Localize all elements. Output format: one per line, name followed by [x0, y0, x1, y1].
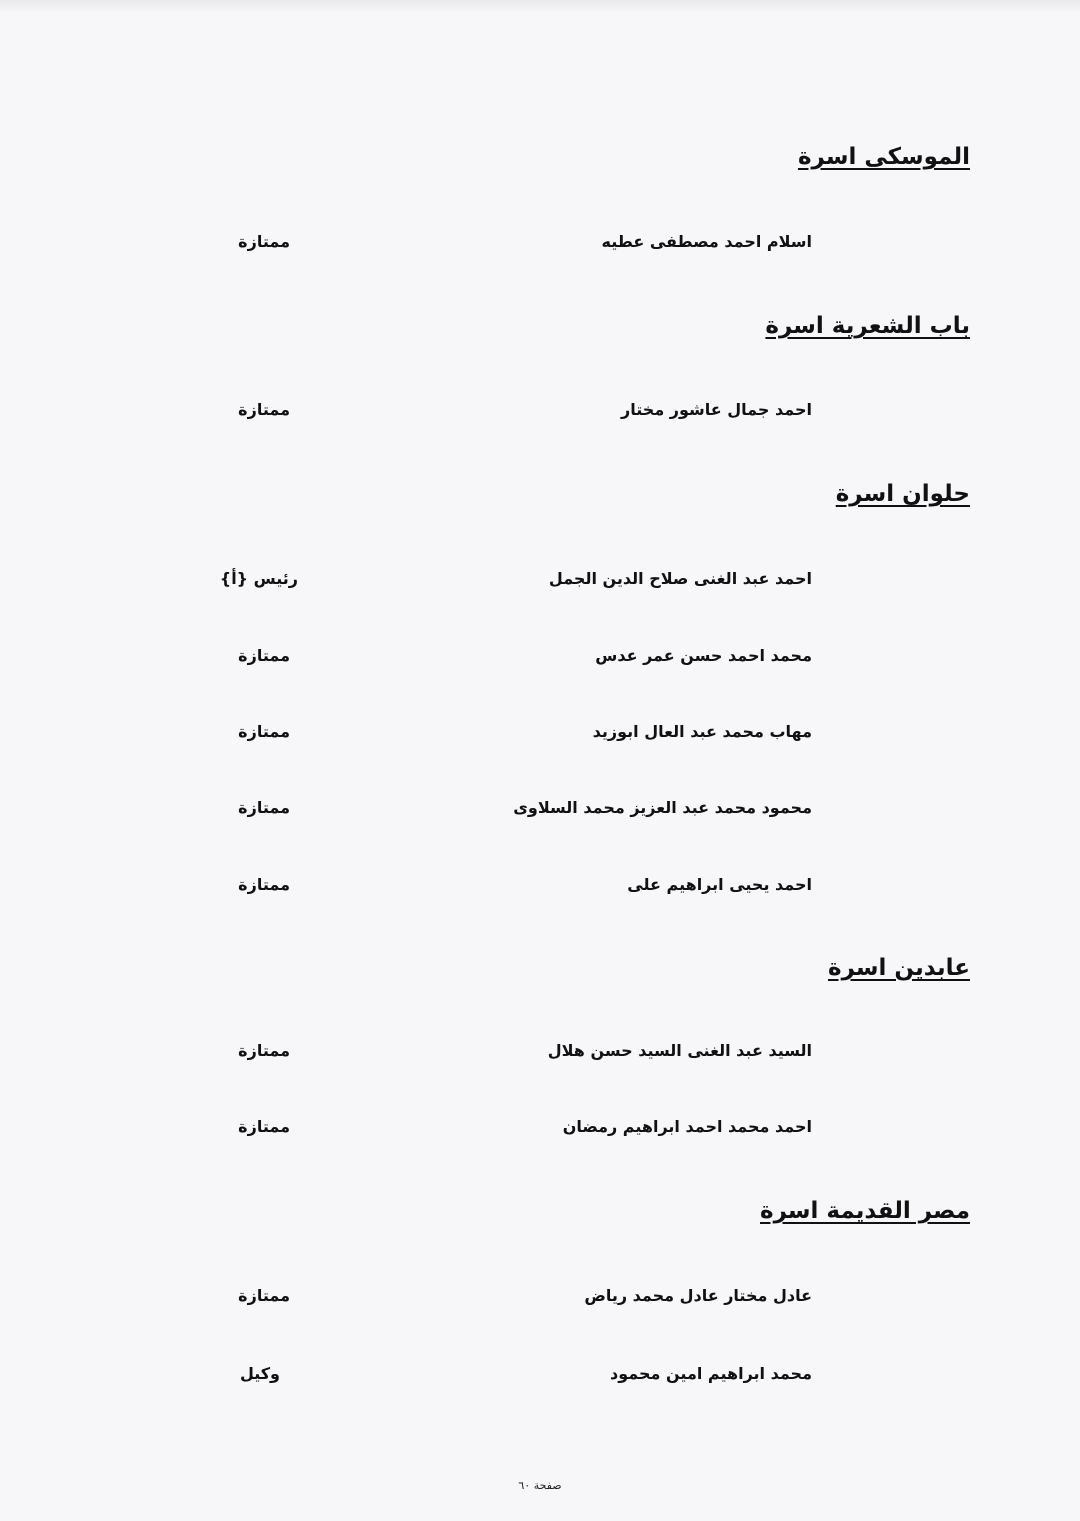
section-heading-bab-elshaareya: باب الشعرية اسرة [765, 313, 970, 339]
member-grade: ممتازة [238, 798, 290, 817]
section-heading-abdeen: عابدين اسرة [828, 955, 970, 981]
member-grade: ممتازة [238, 1286, 290, 1305]
member-name: احمد جمال عاشور مختار [621, 400, 812, 419]
page-number: صفحة ٦٠ [518, 1479, 562, 1492]
member-name: السيد عبد الغنى السيد حسن هلال [547, 1041, 812, 1060]
member-name: عادل مختار عادل محمد رياض [584, 1286, 812, 1305]
member-name: محمود محمد عبد العزيز محمد السلاوى [513, 798, 812, 817]
scan-top-edge [0, 0, 1080, 14]
member-grade: ممتازة [238, 875, 290, 894]
section-heading-helwan: حلوان اسرة [835, 481, 970, 507]
member-name: احمد محمد احمد ابراهيم رمضان [562, 1117, 812, 1136]
member-name: احمد يحيى ابراهيم على [627, 875, 812, 894]
member-grade: ممتازة [238, 400, 290, 419]
section-heading-mousky: الموسكى اسرة [797, 144, 970, 170]
member-name: محمد احمد حسن عمر عدس [595, 646, 812, 665]
member-grade: ممتازة [238, 722, 290, 741]
member-name: احمد عبد الغنى صلاح الدين الجمل [548, 569, 812, 588]
member-name: اسلام احمد مصطفى عطيه [601, 232, 812, 251]
member-grade: ممتازة [238, 1041, 290, 1060]
member-grade: رئيس {أ} [219, 569, 298, 588]
member-grade: ممتازة [238, 646, 290, 665]
member-grade: وكيل [239, 1364, 280, 1383]
section-heading-masr-elqadima: مصر القديمة اسرة [760, 1198, 970, 1224]
member-name: مهاب محمد عبد العال ابوزيد [592, 722, 812, 741]
member-name: محمد ابراهيم امين محمود [610, 1364, 812, 1383]
member-grade: ممتازة [238, 232, 290, 251]
member-grade: ممتازة [238, 1117, 290, 1136]
